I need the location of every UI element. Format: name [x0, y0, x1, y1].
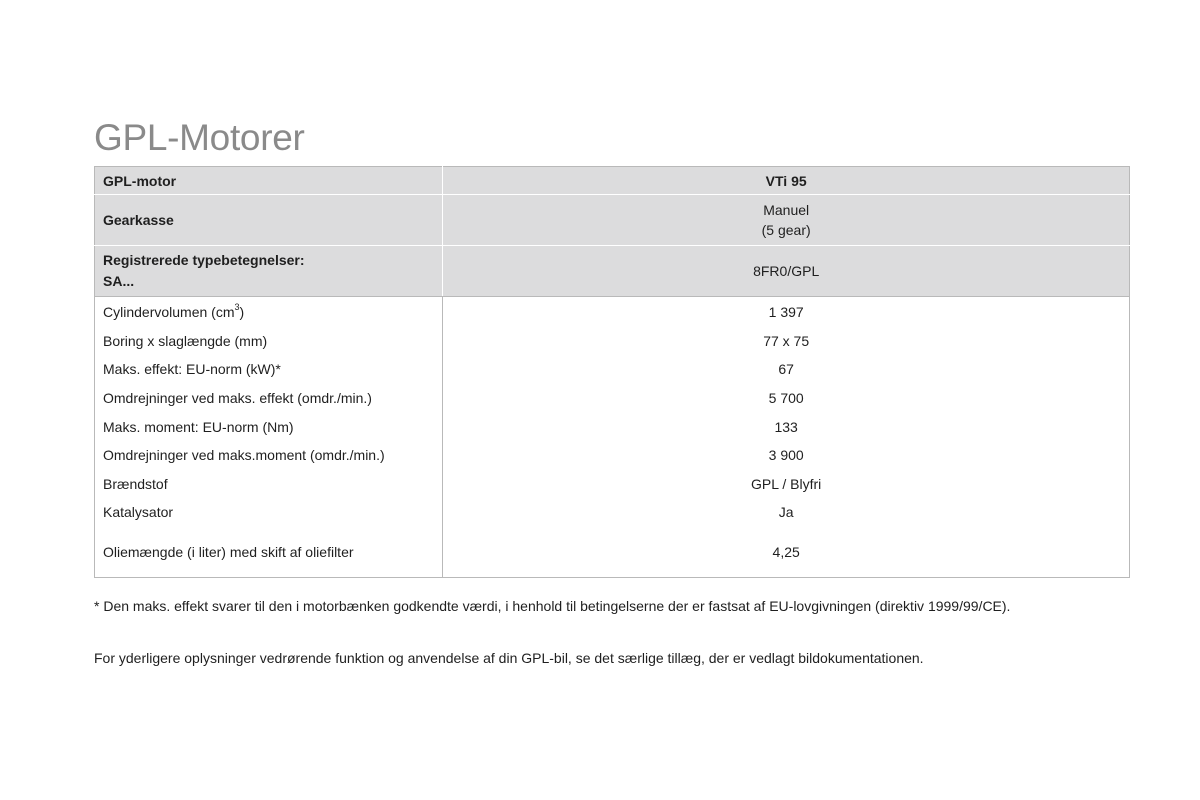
gearbox-row — [95, 195, 1130, 246]
table-row — [95, 470, 1130, 499]
row-value: 77 x 75 — [443, 327, 1130, 356]
header-value: VTi 95 — [443, 167, 1130, 195]
gearbox-value-line2: (5 gear) — [761, 222, 811, 238]
type-value: 8FR0/GPL — [443, 246, 1130, 297]
footnote: * Den maks. effekt svarer til den i motorbænken godkendte værdi, i henhold til betingelserne der er fastsat af EU-lovgivningen (direktiv 1999/99/CE). — [94, 598, 1011, 614]
row-label: Boring x slaglængde (mm) — [95, 327, 443, 356]
cylinder-label-sup: 3 — [234, 302, 240, 313]
header-label: GPL-motor — [95, 167, 443, 195]
type-label-line2: SA... — [103, 273, 135, 289]
table-header-row — [95, 167, 1130, 195]
gearbox-value-line1: Manuel — [763, 202, 810, 218]
table-row — [95, 527, 1130, 578]
row-value: 67 — [443, 355, 1130, 384]
row-label: Katalysator — [95, 498, 443, 527]
cylinder-label-text: Cylindervolumen (cm — [103, 304, 235, 321]
table-row — [95, 297, 1130, 327]
row-label: Oliemængde (i liter) med skift af oliefilter — [95, 527, 443, 578]
gearbox-value — [443, 195, 1130, 246]
row-label: Brændstof — [95, 470, 443, 499]
cylinder-label — [95, 297, 443, 327]
row-value: Ja — [443, 498, 1130, 527]
type-label — [95, 246, 443, 297]
table-row — [95, 384, 1130, 413]
row-label: Maks. moment: EU-norm (Nm) — [95, 412, 443, 441]
row-label: Omdrejninger ved maks.moment (omdr./min.) — [95, 441, 443, 470]
table-row — [95, 498, 1130, 527]
info-note: For yderligere oplysninger vedrørende funktion og anvendelse af din GPL-bil, se det særlige tillæg, der er vedlagt bildokumentationen. — [94, 650, 924, 666]
row-value: 4,25 — [443, 527, 1130, 578]
page-title: GPL-Motorer — [94, 117, 305, 158]
table-row — [95, 355, 1130, 384]
engine-spec-table — [94, 166, 1130, 578]
type-label-line1: Registrerede typebetegnelser: — [103, 252, 305, 268]
row-label: Maks. effekt: EU-norm (kW)* — [95, 355, 443, 384]
row-value: 3 900 — [443, 441, 1130, 470]
cylinder-value: 1 397 — [443, 297, 1130, 327]
row-label: Omdrejninger ved maks. effekt (omdr./min.) — [95, 384, 443, 413]
gearbox-label: Gearkasse — [95, 195, 443, 246]
table-row — [95, 412, 1130, 441]
row-value: GPL / Blyfri — [443, 470, 1130, 499]
cylinder-label-end: ) — [239, 304, 245, 321]
table-row — [95, 441, 1130, 470]
table-row — [95, 327, 1130, 356]
row-value: 133 — [443, 412, 1130, 441]
row-value: 5 700 — [443, 384, 1130, 413]
type-row — [95, 246, 1130, 297]
